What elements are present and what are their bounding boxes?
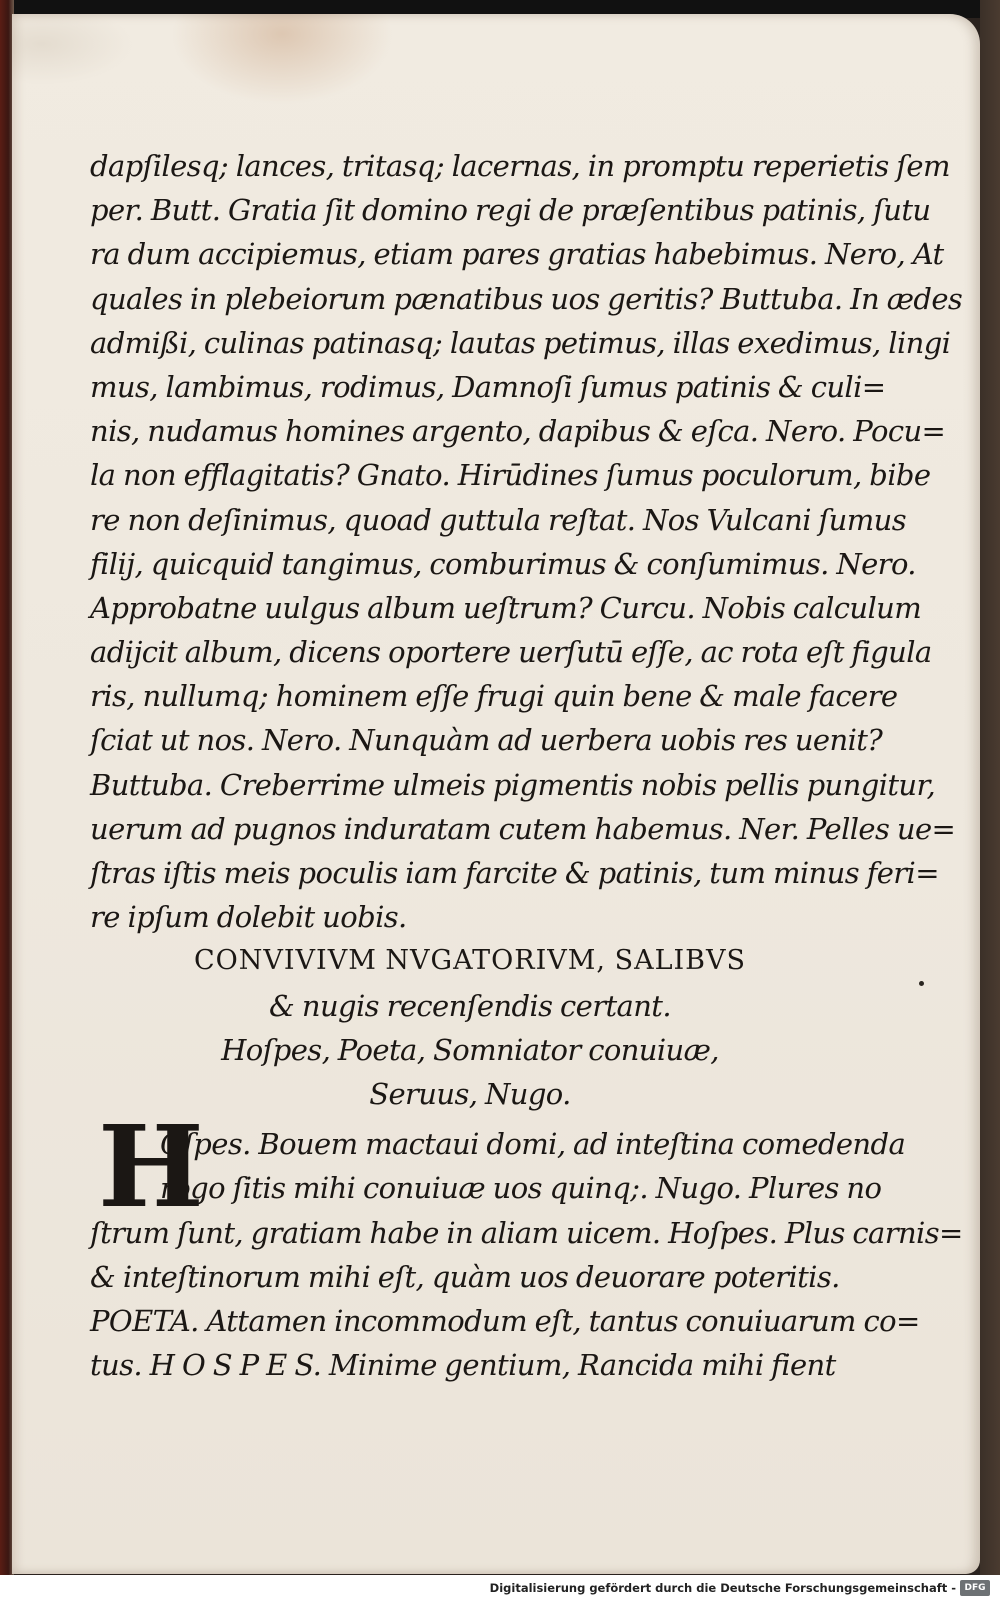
- text-line: la non efflagitatis? Gnato. Hirūdines ſumus poculorum, bibe: [90, 458, 931, 493]
- ink-speck: [919, 981, 924, 986]
- text-line: admißi, culinas patinasq; lautas petimus, illas exedimus, lingi: [90, 325, 951, 360]
- text-line: ſtras iſtis meis poculis iam farcite & patinis, tum minus feri=: [90, 856, 939, 890]
- text-line: Buttuba. Creberrime ulmeis pigmentis nobis pellis pungitur,: [90, 767, 936, 802]
- text-line: tus. H O S P E S. Minime gentium, Rancida mihi fient: [90, 1348, 836, 1383]
- book-page: [12, 14, 980, 1574]
- text-line: ra dum accipiemus, etiam pares gratias habebimus. Nero, At: [90, 237, 944, 272]
- section-heading-line1: CONVIVIVM NVGATORIVM, SALIBVS: [193, 945, 747, 977]
- section-heading-line4: Seruus, Nugo.: [369, 1076, 571, 1111]
- section-body: [90, 1102, 963, 1387]
- drop-cap-initial: H: [98, 1102, 204, 1234]
- text-line: uerum ad pugnos induratam cutem habemus. Ner. Pelles ue=: [90, 811, 956, 846]
- digitization-footer: [0, 1575, 1000, 1603]
- text-line: Approbatne uulgus album ueſtrum? Curcu. Nobis calculum: [90, 590, 922, 625]
- text-line: POETA. Attamen incommodum eſt, tantus conuiuarum co=: [90, 1303, 920, 1338]
- text-line: adijcit album, dicens oportere uerſutū eſſe, ac rota eſt figula: [90, 635, 932, 670]
- funding-credit: Digitalisierung gefördert durch die Deutsche Forschungsgemeinschaft -: [489, 1581, 956, 1595]
- text-line: ſtrum ſunt, gratiam habe in aliam uicem. Hoſpes. Plus carnis=: [90, 1215, 963, 1250]
- section-heading-line3: Hoſpes, Poeta, Somniator conuiuæ,: [221, 1032, 719, 1067]
- right-background: [980, 0, 1000, 1575]
- text-line: per. Butt. Gratia ſit domino regi de præſentibus patinis, ſutu: [90, 193, 931, 228]
- text-line: & inteſtinorum mihi eſt, quàm uos deuorare poteritis.: [90, 1259, 840, 1294]
- text-line: Oſpes. Bouem mactaui domi, ad inteſtina comedenda: [160, 1127, 906, 1162]
- text-line: ſciat ut nos. Nero. Nunquàm ad uerbera uobis res uenit?: [90, 723, 883, 758]
- text-line: filij, quicquid tangimus, comburimus & conſumimus. Nero.: [90, 546, 916, 581]
- dfg-logo: DFG: [960, 1580, 990, 1596]
- text-line: rogo ſitis mihi conuiuæ uos quinq;. Nugo. Plures no: [160, 1171, 882, 1206]
- section-heading-line2: & nugis recenſendis certant.: [269, 988, 671, 1023]
- text-line: ris, nullumq; hominem eſſe frugi quin bene & male facere: [90, 679, 898, 714]
- text-line: dapſilesq; lances, tritasq; lacernas, in promptu reperietis ſem: [90, 149, 950, 183]
- page-text: [90, 144, 963, 1387]
- text-line: re non deſinimus, quoad guttula reſtat. Nos Vulcani ſumus: [90, 502, 906, 537]
- text-line: re ipſum dolebit uobis.: [90, 900, 407, 935]
- text-line: quales in plebeiorum pænatibus uos geritis? Buttuba. In ædes: [90, 281, 963, 316]
- text-line: nis, nudamus homines argento, dapibus & eſca. Nero. Pocu=: [90, 414, 946, 449]
- text-line: mus, lambimus, rodimus, Damnoſi ſumus patinis & culi=: [90, 369, 886, 404]
